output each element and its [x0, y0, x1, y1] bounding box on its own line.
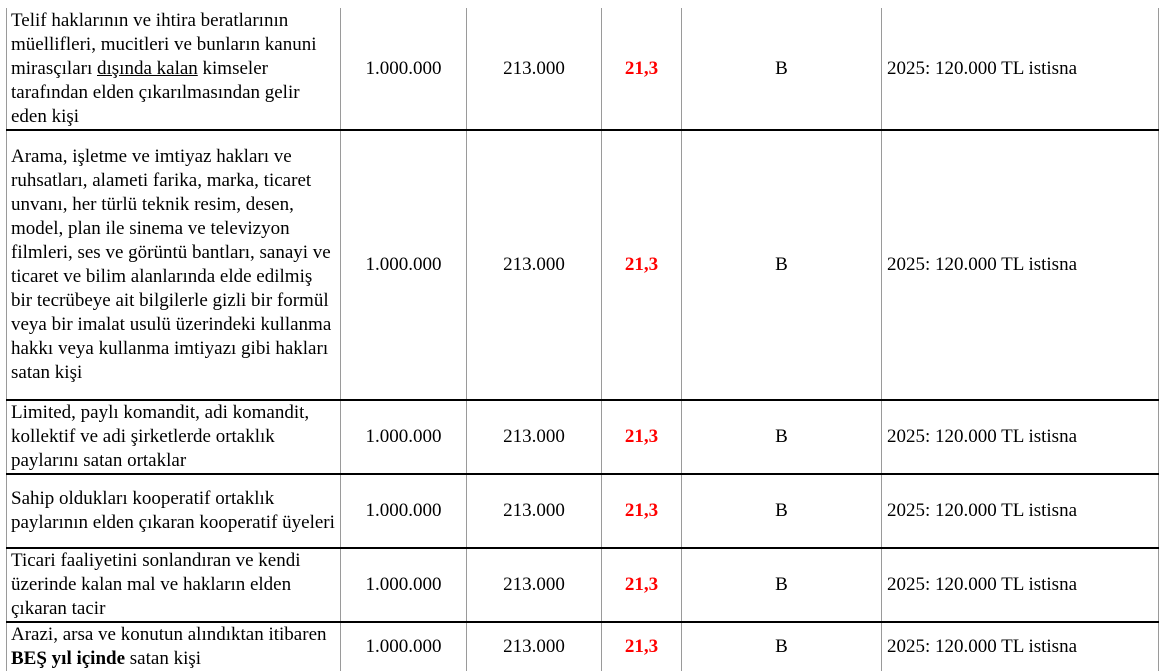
rate-cell: 21,3	[602, 130, 682, 400]
exemption-note-cell: 2025: 120.000 TL istisna	[882, 8, 1159, 130]
exemption-note-cell: 2025: 120.000 TL istisna	[882, 548, 1159, 622]
row-description	[7, 400, 341, 474]
amount-cell: 1.000.000	[341, 400, 467, 474]
amount-cell: 1.000.000	[341, 130, 467, 400]
tax-amount-cell: 213.000	[467, 8, 602, 130]
row-description	[7, 622, 341, 671]
table-row	[7, 400, 1159, 474]
amount-cell: 1.000.000	[341, 548, 467, 622]
tax-amount-cell: 213.000	[467, 400, 602, 474]
rate-cell: 21,3	[602, 548, 682, 622]
amount-cell: 1.000.000	[341, 8, 467, 130]
description-text: Sahip oldukları kooperatif ortaklık paylarının elden çıkaran kooperatif üyeleri	[11, 488, 335, 533]
type-cell: B	[682, 130, 882, 400]
description-text: Telif haklarının ve ihtira beratlarının müellifleri, mucitleri ve bunların kanuni mirasçıları	[11, 9, 317, 79]
description-text: Ticari faaliyetini sonlandıran ve kendi üzerinde kalan mal ve hakların elden çıkaran tacir	[11, 550, 301, 619]
row-description	[7, 130, 341, 400]
tax-amount-cell: 213.000	[467, 130, 602, 400]
description-text: Arazi, arsa ve konutun alındıktan itibaren	[11, 624, 327, 645]
row-description	[7, 8, 341, 130]
exemption-note-cell: 2025: 120.000 TL istisna	[882, 400, 1159, 474]
description-text: Arama, işletme ve imtiyaz hakları ve ruhsatları, alameti farika, marka, ticaret unvanı, her türlü teknik resim, desen, model, plan ile sinema ve televizyon filmleri, ses ve görüntü bantları, sanayi ve ticaret ve bilim alanlarında elde edilmiş bir tecrübeye ait bilgilerle gizli bir formül veya bir imalat usulü üzerindeki kullanma hakkı veya kullanma imtiyazı gibi hakları satan kişi	[11, 146, 332, 383]
table-row	[7, 622, 1159, 671]
exemption-note-cell: 2025: 120.000 TL istisna	[882, 130, 1159, 400]
tax-amount-cell: 213.000	[467, 622, 602, 671]
table-body	[7, 8, 1159, 671]
type-cell: B	[682, 548, 882, 622]
row-description	[7, 548, 341, 622]
description-text: BEŞ yıl içinde	[11, 648, 126, 669]
type-cell: B	[682, 400, 882, 474]
table-row	[7, 474, 1159, 548]
table-row	[7, 548, 1159, 622]
amount-cell: 1.000.000	[341, 622, 467, 671]
table-row	[7, 130, 1159, 400]
type-cell: B	[682, 622, 882, 671]
description-text: Limited, paylı komandit, adi komandit, kollektif ve adi şirketlerde ortaklık paylarını satan ortaklar	[11, 402, 310, 471]
table-row	[7, 8, 1159, 130]
row-description	[7, 474, 341, 548]
rate-cell: 21,3	[602, 474, 682, 548]
exemption-note-cell: 2025: 120.000 TL istisna	[882, 622, 1159, 671]
tax-table	[6, 8, 1159, 671]
description-text: kimseler tarafından elden çıkarılmasından gelir eden kişi	[11, 57, 300, 127]
amount-cell: 1.000.000	[341, 474, 467, 548]
type-cell: B	[682, 8, 882, 130]
rate-cell: 21,3	[602, 400, 682, 474]
description-text: dışında kalan	[97, 57, 198, 79]
tax-amount-cell: 213.000	[467, 548, 602, 622]
rate-cell: 21,3	[602, 622, 682, 671]
description-text: satan kişi	[125, 648, 202, 669]
rate-cell: 21,3	[602, 8, 682, 130]
tax-amount-cell: 213.000	[467, 474, 602, 548]
exemption-note-cell: 2025: 120.000 TL istisna	[882, 474, 1159, 548]
type-cell: B	[682, 474, 882, 548]
